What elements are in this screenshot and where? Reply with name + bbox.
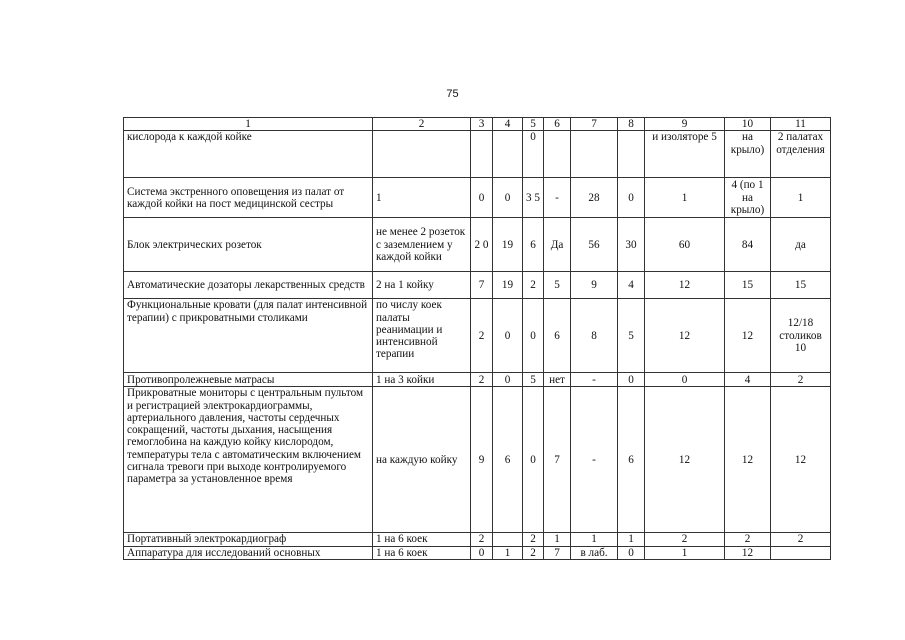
table-cell	[571, 131, 618, 178]
header-cell: 6	[544, 118, 571, 131]
table-cell: Система экстренного оповещения из палат от каждой койки на пост медицинской сестры	[124, 178, 373, 218]
table-cell: 0	[618, 373, 645, 387]
table-cell: 0	[645, 373, 725, 387]
page-number: 75	[446, 88, 459, 100]
table-cell: 19	[493, 218, 523, 272]
table-cell: 15	[725, 272, 771, 299]
table-cell: 1 на 3 койки	[373, 373, 471, 387]
table-cell: 12	[725, 299, 771, 373]
table-cell: 5	[544, 272, 571, 299]
table-cell: 4	[725, 373, 771, 387]
table-cell: 8	[571, 299, 618, 373]
table-cell: 2	[645, 533, 725, 546]
table-cell: -	[544, 178, 571, 218]
table-cell: 1 на 6 коек	[373, 533, 471, 546]
table-cell: 1	[544, 533, 571, 546]
table-cell: 2	[523, 546, 544, 559]
table-row	[124, 272, 831, 299]
table-cell: 12/18 столиков 10	[771, 299, 831, 373]
table-cell: -	[571, 373, 618, 387]
table-row	[124, 218, 831, 272]
table-cell: 2	[471, 533, 493, 546]
table-cell: 5	[618, 299, 645, 373]
table-cell: Аппаратура для исследований основных	[124, 546, 373, 559]
table-cell: 6	[523, 218, 544, 272]
table-cell: 12	[645, 272, 725, 299]
table-cell: 1	[618, 533, 645, 546]
table-cell: 2	[771, 533, 831, 546]
table-cell: 7	[544, 546, 571, 559]
table-row	[124, 131, 831, 178]
table-header-row	[124, 118, 831, 131]
table-cell: на крыло)	[725, 131, 771, 178]
table-cell: Прикроватные мониторы с центральным пультом и регистрацией электрокардиограммы, артериального давления, частоты сердечных сокращений, частоты дыхания, насыщения гемоглобина на каждую койку кислородом, температуры тела с автоматическим включением сигнала тревоги при выходе контролируемого параметра за установленное время	[124, 387, 373, 533]
table-cell: 2 на 1 койку	[373, 272, 471, 299]
header-cell: 10	[725, 118, 771, 131]
table-cell: 3 5	[523, 178, 544, 218]
table-cell: на каждую койку	[373, 387, 471, 533]
table-cell: 12	[645, 299, 725, 373]
header-cell: 8	[618, 118, 645, 131]
table-cell: 1	[645, 546, 725, 559]
table-cell: 0	[493, 178, 523, 218]
table-cell: 0	[523, 387, 544, 533]
table-cell: 28	[571, 178, 618, 218]
table-cell: 2	[771, 373, 831, 387]
table-cell: 12	[645, 387, 725, 533]
header-cell: 2	[373, 118, 471, 131]
table-cell	[373, 131, 471, 178]
table-cell	[471, 131, 493, 178]
table-cell: 60	[645, 218, 725, 272]
header-cell: 5	[523, 118, 544, 131]
table-cell: 15	[771, 272, 831, 299]
table-cell: 0	[493, 373, 523, 387]
table-cell: 0	[523, 299, 544, 373]
table-cell: 19	[493, 272, 523, 299]
table-cell: не менее 2 розеток с заземлением у каждой койки	[373, 218, 471, 272]
table-cell: нет	[544, 373, 571, 387]
table-cell: по числу коек палаты реанимации и интенсивной терапии	[373, 299, 471, 373]
header-cell: 7	[571, 118, 618, 131]
table-cell: 30	[618, 218, 645, 272]
table-cell: 0	[523, 131, 544, 178]
table-cell: 6	[544, 299, 571, 373]
table-row	[124, 178, 831, 218]
table-cell: 56	[571, 218, 618, 272]
header-cell: 9	[645, 118, 725, 131]
table-cell: Автоматические дозаторы лекарственных средств	[124, 272, 373, 299]
header-cell: 3	[471, 118, 493, 131]
table-row	[124, 546, 831, 559]
table-cell: 9	[571, 272, 618, 299]
table-cell	[493, 131, 523, 178]
table-cell: 0	[471, 546, 493, 559]
table-cell	[544, 131, 571, 178]
table-cell: 4 (по 1 на крыло)	[725, 178, 771, 218]
table-cell: Функциональные кровати (для палат интенсивной терапии) с прикроватными столиками	[124, 299, 373, 373]
equipment-table	[123, 117, 831, 560]
table-cell: 1	[373, 178, 471, 218]
table-cell: 2	[471, 299, 493, 373]
table-cell	[618, 131, 645, 178]
table-row	[124, 299, 831, 373]
table-cell	[493, 533, 523, 546]
table-cell	[771, 546, 831, 559]
table-row	[124, 373, 831, 387]
table-cell: да	[771, 218, 831, 272]
table-row	[124, 533, 831, 546]
table-cell: 12	[725, 546, 771, 559]
table-cell: Блок электрических розеток	[124, 218, 373, 272]
table-cell: 7	[544, 387, 571, 533]
table-cell: 12	[725, 387, 771, 533]
table-cell: -	[571, 387, 618, 533]
table-cell: Портативный электрокардиограф	[124, 533, 373, 546]
header-cell: 1	[124, 118, 373, 131]
table-cell: 2 палатах отделения	[771, 131, 831, 178]
table-cell: 4	[618, 272, 645, 299]
table-cell: 2 0	[471, 218, 493, 272]
table-cell: 2	[471, 373, 493, 387]
table-cell: 0	[471, 178, 493, 218]
table-row	[124, 387, 831, 533]
table-cell: 0	[493, 299, 523, 373]
table-cell: и изоляторе 5	[645, 131, 725, 178]
table-cell: в лаб.	[571, 546, 618, 559]
header-cell: 11	[771, 118, 831, 131]
table-cell: 0	[618, 546, 645, 559]
table-cell: Противопролежневые матрасы	[124, 373, 373, 387]
table-cell: 7	[471, 272, 493, 299]
table-cell: 84	[725, 218, 771, 272]
table-cell: 6	[618, 387, 645, 533]
table-cell: 2	[523, 272, 544, 299]
table-cell: кислорода к каждой койке	[124, 131, 373, 178]
table-cell: 1	[645, 178, 725, 218]
table-cell: 0	[618, 178, 645, 218]
table-cell: 1	[771, 178, 831, 218]
header-cell: 4	[493, 118, 523, 131]
table-cell: Да	[544, 218, 571, 272]
table-cell: 2	[725, 533, 771, 546]
table-cell: 5	[523, 373, 544, 387]
table-cell: 1 на 6 коек	[373, 546, 471, 559]
table-cell: 2	[523, 533, 544, 546]
table-cell: 6	[493, 387, 523, 533]
table-cell: 9	[471, 387, 493, 533]
table-cell: 12	[771, 387, 831, 533]
table-cell: 1	[493, 546, 523, 559]
table-cell: 1	[571, 533, 618, 546]
